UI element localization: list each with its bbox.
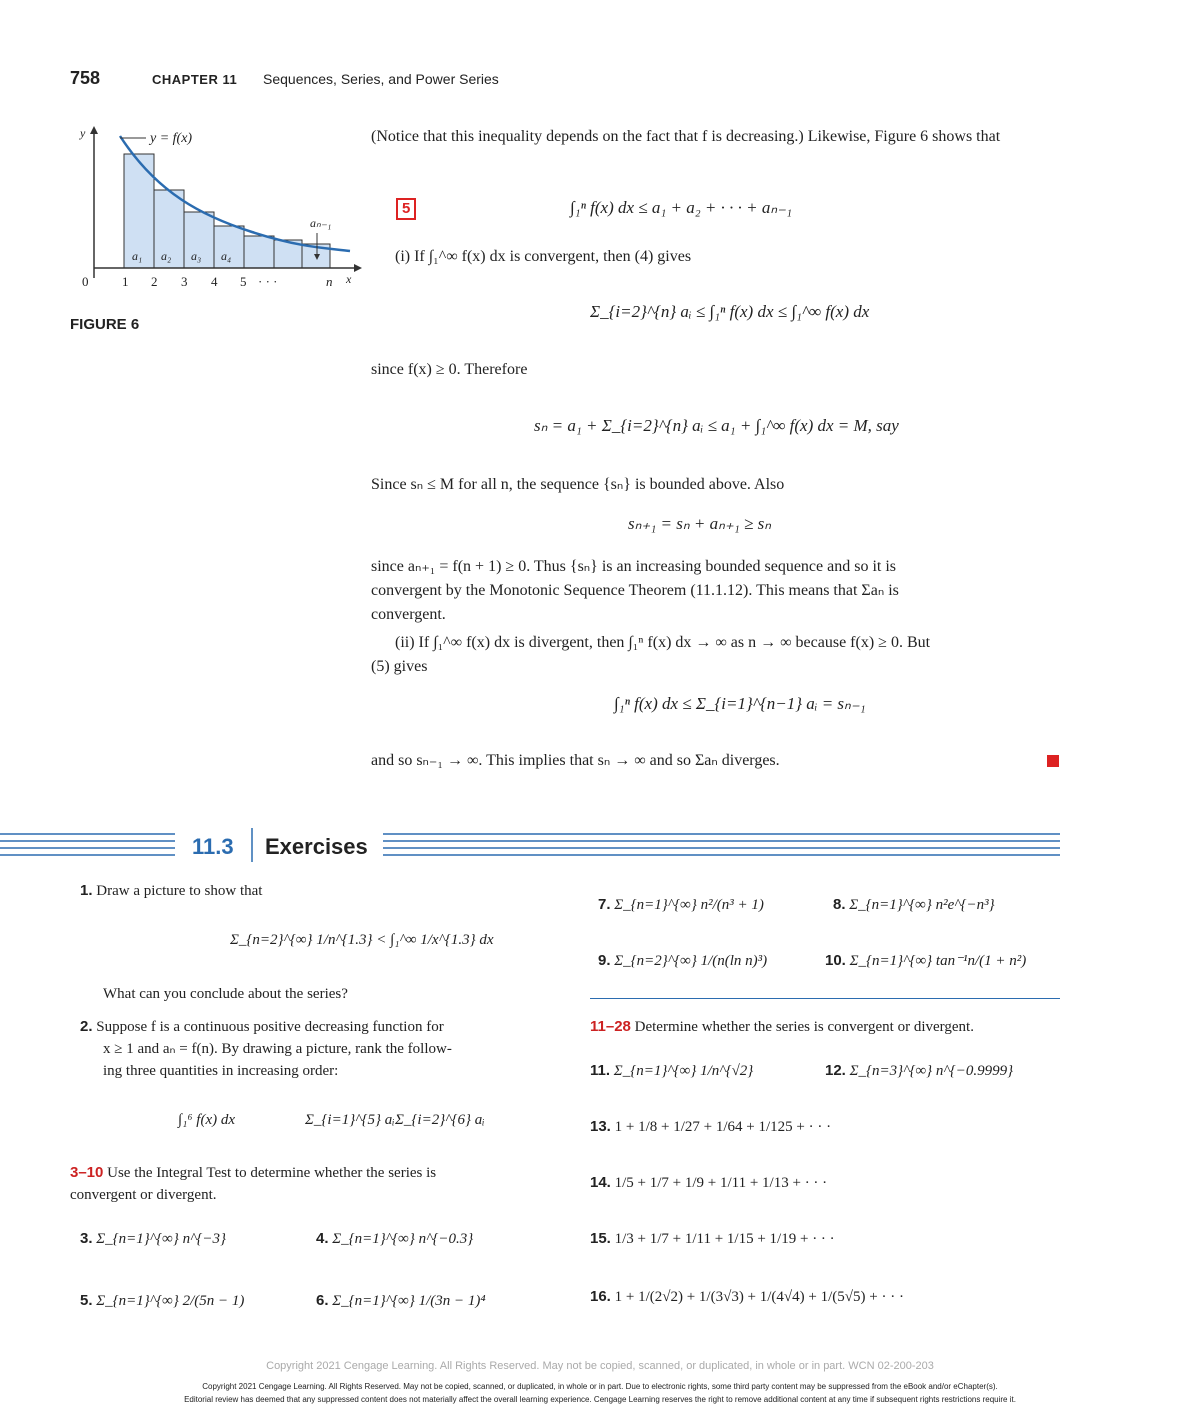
exercise-7: 7. Σ_{n=1}^{∞} n²/(n³ + 1) bbox=[598, 896, 764, 913]
range-3-10-line2: convergent or divergent. bbox=[70, 1187, 217, 1203]
exercise-2-q2: Σ_{i=1}^{5} aᵢ bbox=[305, 1112, 395, 1128]
x-axis-label: x bbox=[346, 272, 352, 286]
paragraph-5a: since aₙ₊₁ = f(n + 1) ≥ 0. Thus {sₙ} is an increasing bounded sequence and so it is bbox=[371, 558, 897, 575]
exercise-2-q1: ∫₁⁶ f(x) dx bbox=[178, 1112, 236, 1128]
equation-i: Σ_{i=2}^{n} aᵢ ≤ ∫₁ⁿ f(x) dx ≤ ∫₁^∞ f(x) dx bbox=[590, 302, 870, 321]
footer-line-2: Copyright 2021 Cengage Learning. All Rights Reserved. May not be copied, scanned, or duplicated, in whole or in part. Due to electronic rights, some third party content may be suppressed from the eBook and/or eChapter(s). bbox=[202, 1382, 998, 1391]
footer-line-3: Editorial review has deemed that any suppressed content does not materially affect the overall learning experience. Cengage Learning reserves the right to remove additional content at any time if subsequent rights restrictions require it. bbox=[184, 1395, 1016, 1404]
tick-5: 5 bbox=[240, 274, 247, 289]
last-bar-label: aₙ₋₁ bbox=[310, 216, 332, 230]
exercise-11: 11. Σ_{n=1}^{∞} 1/n^{√2} bbox=[590, 1062, 754, 1079]
exercise-13: 13. 1 + 1/8 + 1/27 + 1/64 + 1/125 + · · · bbox=[590, 1118, 832, 1135]
tick-4: 4 bbox=[211, 274, 218, 289]
page-number: 758 bbox=[70, 68, 101, 88]
paragraph-2: (i) If ∫₁^∞ f(x) dx is convergent, then (4) gives bbox=[395, 248, 692, 265]
tick-1: 1 bbox=[122, 274, 129, 289]
y-axis-label: y bbox=[80, 126, 86, 140]
section-rule bbox=[0, 828, 1200, 864]
origin-label: 0 bbox=[82, 274, 89, 289]
exercise-2-line2: x ≥ 1 and aₙ = f(n). By drawing a picture, rank the follow- bbox=[103, 1041, 452, 1057]
range-11-28: 11–28 Determine whether the series is convergent or divergent. bbox=[590, 1018, 974, 1035]
tick-3: 3 bbox=[181, 274, 188, 289]
paragraph-5c: convergent. bbox=[371, 606, 446, 623]
exercise-6: 6. Σ_{n=1}^{∞} 1/(3n − 1)⁴ bbox=[316, 1292, 486, 1309]
bar-label-a1: a₁ bbox=[132, 249, 143, 263]
paragraph-6b: (5) gives bbox=[371, 658, 428, 675]
exercise-2: 2. Suppose f is a continuous positive decreasing function for bbox=[80, 1018, 444, 1035]
exercise-2-line3: ing three quantities in increasing order: bbox=[103, 1063, 339, 1079]
bar-label-a3: a₃ bbox=[191, 249, 202, 263]
exercise-15: 15. 1/3 + 1/7 + 1/11 + 1/15 + 1/19 + · · · bbox=[590, 1230, 835, 1247]
equation-5: ∫₁ⁿ f(x) dx ≤ a₁ + a₂ + · · · + aₙ₋₁ bbox=[570, 198, 793, 217]
paragraph-1: (Notice that this inequality depends on the fact that f is decreasing.) Likewise, Figure 6 shows that bbox=[371, 128, 1001, 145]
equation-5-tag: 5 bbox=[396, 198, 416, 220]
curve-label: y = f(x) bbox=[150, 131, 193, 146]
tick-2: 2 bbox=[151, 274, 158, 289]
section-title: Exercises bbox=[265, 834, 368, 859]
paragraph-3: since f(x) ≥ 0. Therefore bbox=[371, 361, 528, 378]
figure-6-graph bbox=[62, 118, 367, 298]
bar-label-a2: a₂ bbox=[161, 249, 172, 263]
exercise-3: 3. Σ_{n=1}^{∞} n^{−3} bbox=[80, 1230, 227, 1247]
section-number: 11.3 bbox=[192, 834, 234, 859]
exercise-1-formula: Σ_{n=2}^{∞} 1/n^{1.3} < ∫₁^∞ 1/x^{1.3} dx bbox=[230, 932, 494, 948]
exercise-10: 10. Σ_{n=1}^{∞} tan⁻¹n/(1 + n²) bbox=[825, 952, 1027, 969]
chapter-title: Sequences, Series, and Power Series bbox=[263, 71, 499, 87]
exercise-1-follow: What can you conclude about the series? bbox=[103, 986, 348, 1002]
paragraph-7: and so sₙ₋₁ → ∞. This implies that sₙ → ∞ and so Σaₙ diverges. bbox=[371, 752, 780, 769]
exercise-14: 14. 1/5 + 1/7 + 1/9 + 1/11 + 1/13 + · · · bbox=[590, 1174, 828, 1191]
exercise-5: 5. Σ_{n=1}^{∞} 2/(5n − 1) bbox=[80, 1292, 245, 1309]
chapter-label: CHAPTER 11 bbox=[152, 72, 238, 87]
tick-n: n bbox=[326, 274, 333, 289]
exercise-1: 1. Draw a picture to show that bbox=[80, 882, 263, 899]
exercise-9: 9. Σ_{n=2}^{∞} 1/(n(ln n)³) bbox=[598, 952, 768, 969]
exercise-4: 4. Σ_{n=1}^{∞} n^{−0.3} bbox=[316, 1230, 474, 1247]
bar-label-a4: a₄ bbox=[221, 249, 232, 263]
range-3-10: 3–10 Use the Integral Test to determine whether the series is bbox=[70, 1164, 437, 1181]
paragraph-4: Since sₙ ≤ M for all n, the sequence {sₙ} is bounded above. Also bbox=[371, 476, 785, 493]
equation-sn: sₙ = a₁ + Σ_{i=2}^{n} aᵢ ≤ a₁ + ∫₁^∞ f(x) dx = M, say bbox=[534, 416, 899, 435]
divider-rule bbox=[590, 998, 1060, 999]
paragraph-6a: (ii) If ∫₁^∞ f(x) dx is divergent, then ∫₁ⁿ f(x) dx → ∞ as n → ∞ because f(x) ≥ 0. But bbox=[395, 634, 931, 651]
exercise-8: 8. Σ_{n=1}^{∞} n²e^{−n³} bbox=[833, 896, 995, 913]
exercise-16: 16. 1 + 1/(2√2) + 1/(3√3) + 1/(4√4) + 1/(5√5) + · · · bbox=[590, 1288, 904, 1305]
figure-caption: FIGURE 6 bbox=[70, 316, 140, 333]
exercise-2-q3: Σ_{i=2}^{6} aᵢ bbox=[395, 1112, 485, 1128]
end-of-proof-square bbox=[1047, 755, 1059, 767]
tick-dots: · · · bbox=[258, 274, 278, 289]
footer-watermark: Copyright 2021 Cengage Learning. All Rights Reserved. May not be copied, scanned, or duplicated, in whole or in part. WCN 02-200-203 bbox=[266, 1360, 934, 1372]
equation-ii: ∫₁ⁿ f(x) dx ≤ Σ_{i=1}^{n−1} aᵢ = sₙ₋₁ bbox=[614, 694, 866, 713]
exercise-12: 12. Σ_{n=3}^{∞} n^{−0.9999} bbox=[825, 1062, 1014, 1079]
equation-increasing: sₙ₊₁ = sₙ + aₙ₊₁ ≥ sₙ bbox=[628, 514, 771, 533]
paragraph-5b: convergent by the Monotonic Sequence Theorem (11.1.12). This means that Σaₙ is bbox=[371, 582, 899, 599]
